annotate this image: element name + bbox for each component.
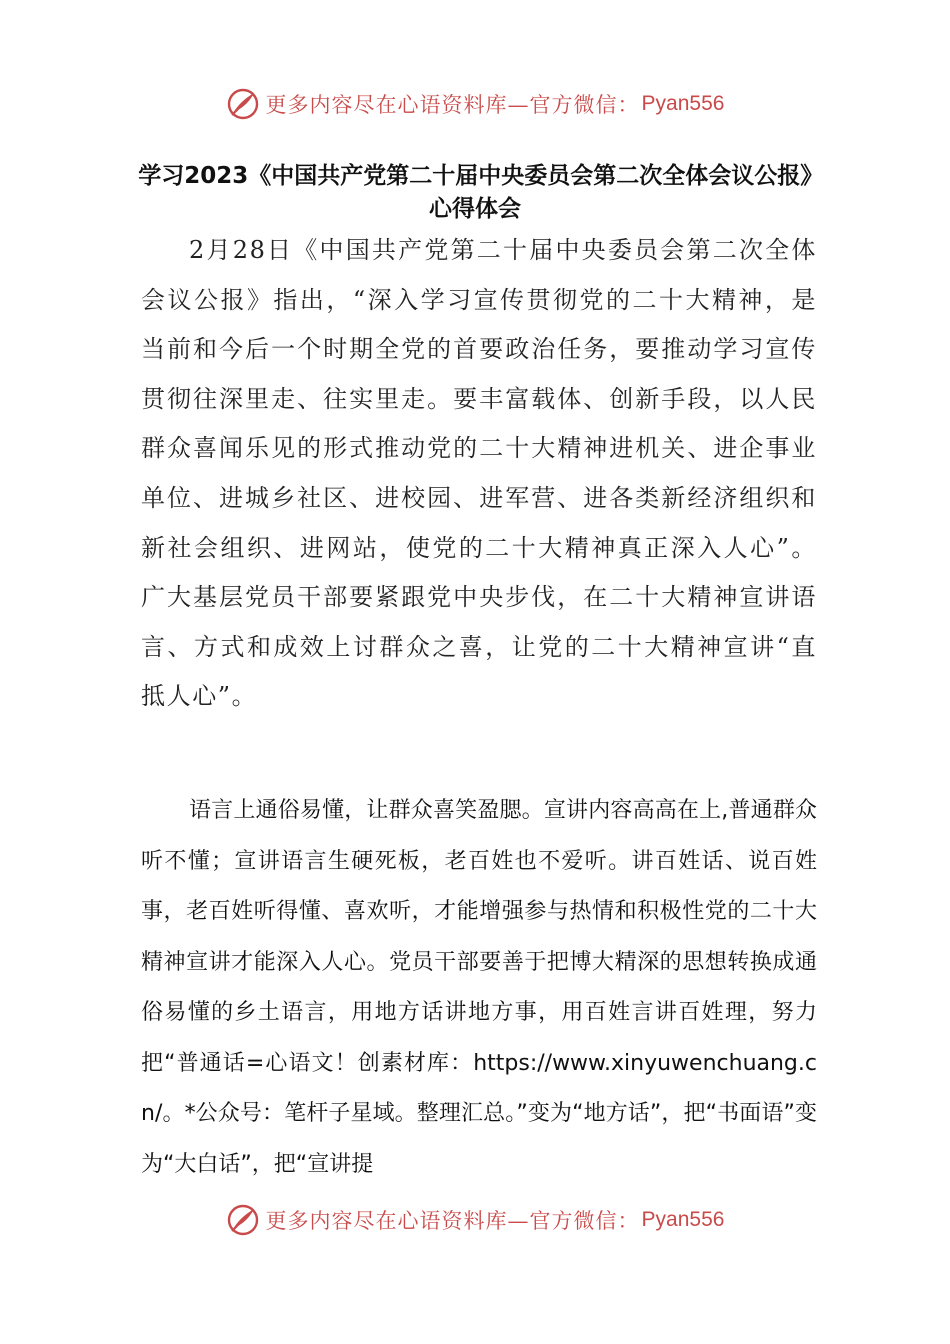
- watermark-text: 更多内容尽在心语资料库—官方微信：: [265, 1209, 640, 1233]
- watermark-text: 更多内容尽在心语资料库—官方微信：: [265, 93, 640, 117]
- quill-logo-icon: [226, 1203, 260, 1237]
- watermark-wechat-id: Pyan556: [641, 1208, 725, 1231]
- paragraph-intro: 2月28日《中国共产党第二十届中央委员会第二次全体会议公报》指出，“深入学习宣传贯彻党的二十大精神，是当前和今后一个时期全党的首要政治任务，要推动学习宣传贯彻往深里走、往实里走。要丰富载体、创新手段，以人民群众喜闻乐见的形式推动党的二十大精神进机关、进企事业单位、进城乡社区、进校园、进军营、进各类新经济组织和新社会组织、进网站，使党的二十大精神真正深入人心”。广大基层党员干部要紧跟党中央步伐，在二十大精神宣讲语言、方式和成效上讨群众之喜，让党的二十大精神宣讲“直抵人心”。: [141, 236, 817, 711]
- watermark-banner-bottom: [0, 1200, 950, 1240]
- watermark-banner-top: [0, 84, 950, 124]
- watermark-wechat-id: Pyan556: [641, 92, 725, 115]
- paragraph-language: 语言上通俗易懂，让群众喜笑盈腮。宣讲内容高高在上,普通群众听不懂；宣讲语言生硬死板，老百姓也不爱听。讲百姓话、说百姓事，老百姓听得懂、喜欢听，才能增强参与热情和积极性党的二十大精神宣讲才能深入人心。党员干部要善于把博大精深的思想转换成通俗易懂的乡土语言，用地方话讲地方事，用百姓言讲百姓理，努力把“普通话=心语文！创素材库：https://www.xinyuwenchuang.cn/。*公众号：笔杆子星域。整理汇总。”变为“地方话”，把“书面语”变为“大白话”，把“宣讲提: [141, 798, 817, 1177]
- document-title: 学习2023《中国共产党第二十届中央委员会第二次全体会议公报》心得体会: [138, 163, 812, 222]
- quill-logo-icon: [226, 87, 260, 121]
